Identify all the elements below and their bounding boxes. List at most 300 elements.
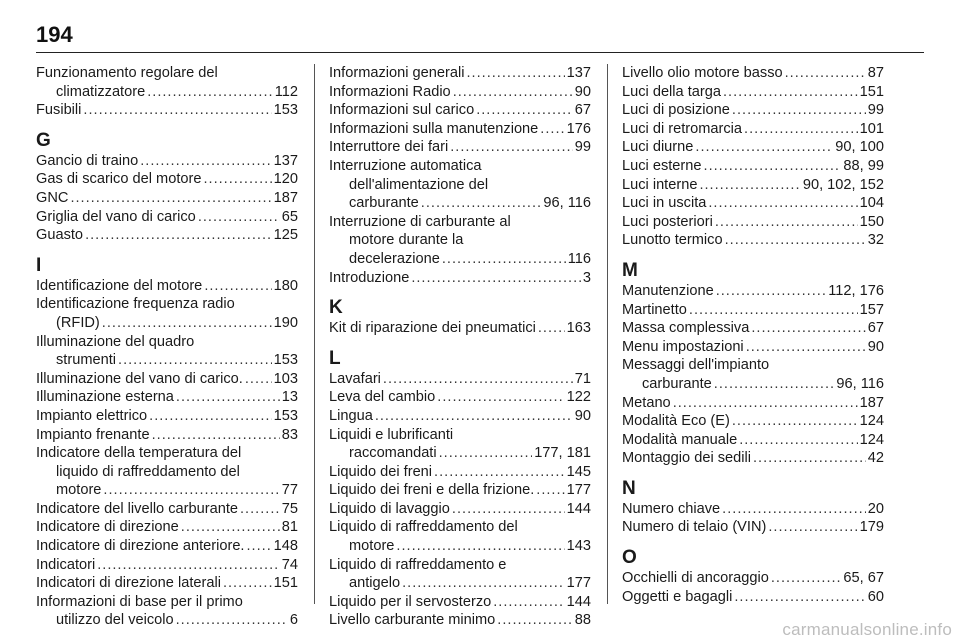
index-entry-line [36, 152, 298, 171]
index-letter-heading: K [329, 297, 343, 319]
index-term: Martinetto [622, 301, 687, 318]
index-term: Luci di retromarcia [622, 120, 743, 137]
page-reference: 112, 176 [828, 282, 884, 299]
index-term: Numero chiave [622, 500, 721, 517]
page-reference: 157 [859, 301, 884, 318]
index-entry [622, 213, 884, 232]
dot-leader [452, 500, 565, 519]
index-entry-line [329, 120, 591, 139]
index-entry-line [36, 226, 298, 245]
index-term: utilizzo del veicolo [56, 612, 174, 629]
index-entry-line [36, 170, 298, 189]
dot-leader [768, 518, 857, 537]
page-reference: 3 [582, 269, 591, 286]
page-reference: 77 [281, 482, 298, 499]
dot-leader [453, 83, 573, 102]
index-entry-line [329, 407, 591, 426]
index-entry [622, 101, 884, 120]
index-term: Impianto frenante [36, 426, 150, 443]
dot-leader [476, 101, 573, 120]
index-term: Indicatore di direzione [36, 519, 179, 536]
page-reference: 20 [867, 500, 884, 517]
index-entry-line [329, 83, 591, 102]
dot-leader [402, 574, 565, 593]
index-term: Indicatore di direzione anteriore. [36, 538, 245, 555]
dot-leader [437, 388, 564, 407]
index-term: Funzionamento regolare del [36, 65, 218, 81]
dot-leader [450, 138, 573, 157]
dot-leader [396, 537, 564, 556]
index-term: Illuminazione esterna [36, 389, 174, 406]
page-reference: 88 [574, 612, 591, 629]
index-entry-line [622, 138, 884, 157]
index-entry-line [622, 64, 884, 83]
page-reference: 60 [867, 588, 884, 605]
page-reference: 75 [281, 500, 298, 517]
dot-leader [223, 574, 272, 593]
index-term: Liquido dei freni [329, 463, 433, 480]
page-reference: 177 [566, 482, 591, 499]
index-entry [622, 83, 884, 102]
page-reference: 145 [566, 463, 591, 480]
index-term: Modalità Eco (E) [622, 413, 730, 430]
index-entry-line [622, 301, 884, 320]
index-term: Livello carburante minimo [329, 612, 496, 629]
dot-leader [198, 208, 280, 227]
page-reference: 65 [281, 208, 298, 225]
index-entry [622, 319, 884, 338]
index-entry-line [329, 518, 591, 537]
index-entry-line [36, 556, 298, 575]
page-reference: 74 [281, 556, 298, 573]
index-entry [329, 269, 591, 288]
dot-leader [708, 194, 857, 213]
index-entry-line [329, 444, 591, 463]
page-reference: 124 [859, 413, 884, 430]
index-entry [36, 208, 298, 227]
index-entry [329, 593, 591, 612]
index-entry [36, 101, 298, 120]
page-reference: 153 [273, 102, 298, 119]
dot-leader [673, 394, 858, 413]
index-entry-line [329, 537, 591, 556]
index-entry [36, 333, 298, 370]
index-entry-line [329, 319, 591, 338]
index-term: Gas di scarico del motore [36, 171, 202, 188]
index-entry-line [622, 500, 884, 519]
header-rule [36, 52, 924, 53]
page-reference: 148 [273, 538, 298, 555]
index-term: Modalità manuale [622, 431, 738, 448]
index-term: Identificazione del motore [36, 277, 203, 294]
index-entry [622, 518, 884, 537]
index-entry-line [329, 574, 591, 593]
index-entry-line [622, 157, 884, 176]
index-entry-line [36, 101, 298, 120]
index-term: Messaggi dell'impianto [622, 357, 770, 374]
index-entry-line [622, 375, 884, 394]
watermark: carmanualsonline.info [782, 620, 952, 639]
index-letter-heading: N [622, 477, 636, 499]
index-entry-line [329, 426, 591, 445]
index-entry [36, 537, 298, 556]
dot-leader [725, 231, 866, 250]
index-entry-line [622, 176, 884, 195]
dot-leader [689, 301, 858, 320]
index-entry [36, 64, 298, 101]
index-entry [329, 157, 591, 213]
index-entry [36, 189, 298, 208]
page-reference: 151 [859, 83, 884, 100]
index-entry [36, 444, 298, 500]
index-term: climatizzatore [56, 83, 146, 100]
index-term: motore [349, 538, 395, 555]
page-reference: 71 [574, 370, 591, 387]
dot-leader [118, 351, 272, 370]
index-entry-line [329, 463, 591, 482]
page-reference: 116 [567, 250, 591, 267]
index-term: Informazioni generali [329, 65, 465, 81]
index-entry [329, 213, 591, 269]
index-entry-line [36, 314, 298, 333]
index-entry [36, 295, 298, 332]
index-entry-line [622, 282, 884, 301]
page-reference: 163 [566, 320, 591, 337]
index-entry-line [36, 83, 298, 102]
index-entry-line [36, 444, 298, 463]
page-reference: 90, 100 [835, 139, 884, 156]
index-term: Fusibili [36, 102, 82, 119]
index-entry [622, 449, 884, 468]
index-entry-line [329, 370, 591, 389]
index-term: Luci posteriori [622, 213, 713, 230]
index-entry-line [36, 189, 298, 208]
index-term: Manutenzione [622, 282, 714, 299]
index-entry [36, 226, 298, 245]
page-reference: 90 [867, 338, 884, 355]
index-term: Impianto elettrico [36, 407, 148, 424]
page-reference: 99 [574, 139, 591, 156]
dot-leader [493, 593, 564, 612]
dot-leader [716, 282, 827, 301]
index-entry [329, 518, 591, 555]
index-term: Informazioni sulla manutenzione [329, 120, 539, 137]
dot-leader [204, 277, 271, 296]
dot-leader [714, 375, 835, 394]
dot-leader [466, 64, 564, 83]
index-term: Interruzione automatica [329, 157, 482, 174]
index-entry-line [622, 120, 884, 139]
page-reference: 99 [867, 102, 884, 119]
dot-leader [103, 481, 279, 500]
index-entry-line [329, 481, 591, 500]
dot-leader [70, 189, 271, 208]
index-letter-heading: O [622, 547, 637, 569]
index-entry-line [36, 407, 298, 426]
index-entry [622, 569, 884, 588]
index-entry-line [329, 231, 591, 250]
index-term: Livello olio motore basso [622, 65, 783, 81]
index-letter-heading: I [36, 254, 42, 276]
page-reference: 177 [566, 575, 591, 592]
index-term: Indicatori [36, 556, 96, 573]
dot-leader [181, 518, 280, 537]
index-entry-line [622, 231, 884, 250]
dot-leader [203, 170, 271, 189]
page-reference: 120 [273, 171, 298, 188]
dot-leader [704, 157, 842, 176]
index-entry [329, 481, 591, 500]
index-column-2 [315, 64, 607, 629]
dot-leader [83, 101, 271, 120]
dot-leader [497, 611, 572, 630]
index-entry [622, 157, 884, 176]
index-term: (RFID) [56, 314, 100, 331]
dot-leader [97, 556, 280, 575]
page-reference: 90 [574, 407, 591, 424]
index-entry [622, 301, 884, 320]
page-reference: 144 [566, 500, 591, 517]
page-reference: 124 [859, 431, 884, 448]
page-reference: 67 [574, 102, 591, 119]
dot-leader [176, 611, 288, 630]
index-entry-line [329, 269, 591, 288]
index-term: Luci diurne [622, 139, 694, 156]
index-entry [36, 500, 298, 519]
index-entry [36, 152, 298, 171]
dot-leader [785, 64, 866, 83]
dot-leader [102, 314, 272, 333]
index-term: Metano [622, 394, 671, 411]
index-term: Massa complessiva [622, 320, 750, 337]
index-term: carburante [642, 375, 712, 392]
index-entry [36, 370, 298, 389]
page-reference: 137 [273, 152, 298, 169]
index-entry [329, 319, 591, 338]
page-reference: 101 [859, 120, 884, 137]
index-letter-heading: G [36, 129, 51, 151]
index-term: Informazioni di base per il primo [36, 593, 243, 610]
index-entry-line [622, 213, 884, 232]
index-entry [622, 120, 884, 139]
index-entry-line [622, 356, 884, 375]
index-term: Informazioni sul carico [329, 102, 475, 119]
dot-leader [375, 407, 573, 426]
index-term: Lavafari [329, 370, 381, 387]
index-entry-line [622, 319, 884, 338]
index-term: dell'alimentazione del [349, 176, 489, 193]
index-term: raccomandati [349, 445, 437, 462]
index-entry [622, 231, 884, 250]
index-term: Oggetti e bagagli [622, 588, 733, 605]
index-term: Gancio di traino [36, 152, 139, 169]
page-reference: 179 [859, 519, 884, 536]
dot-leader [85, 226, 272, 245]
index-entry [329, 426, 591, 463]
page-reference: 88, 99 [843, 157, 884, 174]
page-reference: 96, 116 [543, 195, 591, 212]
page-reference: 176 [566, 120, 591, 137]
index-entry [622, 500, 884, 519]
index-entry-line [36, 611, 298, 630]
index-entry-line [329, 500, 591, 519]
dot-leader [536, 481, 564, 500]
index-entry-line [329, 101, 591, 120]
page-reference: 143 [566, 538, 591, 555]
page-reference: 42 [867, 450, 884, 467]
index-entry-line [622, 431, 884, 450]
index-entry [36, 574, 298, 593]
index-entry [622, 282, 884, 301]
index-term: antigelo [349, 575, 401, 592]
index-term: liquido di raffreddamento del [56, 463, 240, 480]
dot-leader [149, 407, 272, 426]
index-term: Liquido per il servosterzo [329, 593, 492, 610]
dot-leader [723, 83, 858, 102]
index-entry [329, 138, 591, 157]
dot-leader [732, 412, 858, 431]
index-entry-line [36, 295, 298, 314]
index-entry-line [36, 426, 298, 445]
index-term: Kit di riparazione dei pneumatici [329, 320, 536, 337]
index-entry-line [36, 518, 298, 537]
index-entry [329, 556, 591, 593]
page-reference: 137 [566, 65, 591, 81]
page-reference: 144 [566, 593, 591, 610]
index-term: Luci di posizione [622, 102, 730, 119]
index-term: Liquidi e lubrificanti [329, 426, 454, 443]
index-term: decelerazione [349, 250, 440, 267]
index-column-3 [608, 64, 884, 612]
index-term: Menu impostazioni [622, 338, 744, 355]
dot-leader [383, 370, 573, 389]
index-entry-line [329, 593, 591, 612]
page-reference: 125 [273, 227, 298, 244]
index-entry [36, 426, 298, 445]
index-entry-line [622, 569, 884, 588]
index-term: Liquido dei freni e della frizione. [329, 482, 535, 499]
index-entry-line [329, 611, 591, 630]
index-entry-line [36, 463, 298, 482]
dot-leader [140, 152, 271, 171]
dot-leader [147, 83, 273, 102]
index-entry-line [329, 64, 591, 83]
dot-leader [751, 319, 865, 338]
index-term: Informazioni Radio [329, 83, 451, 100]
dot-leader [744, 120, 858, 139]
page-reference: 122 [566, 389, 591, 406]
index-term: Occhielli di ancoraggio [622, 570, 769, 587]
index-entry [36, 556, 298, 575]
index-entry [622, 588, 884, 607]
index-term: Guasto [36, 227, 84, 244]
dot-leader [176, 388, 280, 407]
page-reference: 83 [281, 426, 298, 443]
dot-leader [771, 569, 842, 588]
index-entry-line [329, 388, 591, 407]
index-entry [329, 120, 591, 139]
index-entry [329, 611, 591, 630]
page-reference: 112 [274, 83, 298, 100]
page-reference: 81 [281, 519, 298, 536]
index-term: Indicatori di direzione laterali [36, 575, 221, 592]
index-term: Luci esterne [622, 157, 702, 174]
page-reference: 177, 181 [534, 445, 591, 462]
index-entry-line [36, 593, 298, 612]
dot-leader [442, 250, 566, 269]
index-entry-line [622, 518, 884, 537]
index-entry-line [622, 412, 884, 431]
index-entry-line [622, 449, 884, 468]
dot-leader [152, 426, 280, 445]
index-entry-line [36, 388, 298, 407]
index-entry [622, 356, 884, 393]
index-entry [36, 170, 298, 189]
page-reference: 90 [574, 83, 591, 100]
index-entry-line [36, 277, 298, 296]
index-entry-line [329, 176, 591, 195]
index-term: Lingua [329, 407, 373, 424]
index-term: Interruzione di carburante al [329, 213, 511, 230]
dot-leader [245, 370, 272, 389]
index-entry [622, 338, 884, 357]
index-entry-line [329, 194, 591, 213]
page-reference: 90, 102, 152 [802, 176, 884, 193]
index-entry [329, 388, 591, 407]
index-entry-line [36, 208, 298, 227]
index-term: Luci in uscita [622, 195, 707, 212]
dot-leader [732, 101, 866, 120]
index-column-1 [36, 64, 314, 629]
dot-leader [421, 194, 542, 213]
index-term: Montaggio dei sedili [622, 450, 751, 467]
index-entry-line [329, 138, 591, 157]
page-reference: 150 [859, 213, 884, 230]
index-term: Liquido di lavaggio [329, 500, 450, 517]
index-letter-heading: L [329, 347, 341, 369]
index-entry [36, 407, 298, 426]
index-entry-line [36, 64, 298, 83]
dot-leader [715, 213, 858, 232]
page-reference: 104 [859, 195, 884, 212]
page-reference: 180 [273, 277, 298, 294]
index-entry [329, 64, 591, 83]
index-term: Illuminazione del quadro [36, 333, 195, 350]
index-entry [622, 138, 884, 157]
index-term: Interruttore dei fari [329, 139, 449, 156]
index-entry-line [36, 370, 298, 389]
dot-leader [434, 463, 565, 482]
page-reference: 190 [273, 314, 298, 331]
index-term: Introduzione [329, 269, 410, 286]
page-reference: 153 [273, 407, 298, 424]
index-entry-line [329, 250, 591, 269]
page-reference: 6 [289, 612, 298, 629]
index-term: Leva del cambio [329, 389, 436, 406]
index-entry [329, 463, 591, 482]
page-reference: 103 [273, 370, 298, 387]
dot-leader [734, 588, 865, 607]
index-term: Illuminazione del vano di carico. [36, 370, 243, 387]
index-term: Griglia del vano di carico [36, 208, 196, 225]
index-entry [36, 277, 298, 296]
index-term: GNC [36, 189, 69, 206]
index-entry [622, 394, 884, 413]
dot-leader [739, 431, 857, 450]
index-entry-line [622, 588, 884, 607]
index-term: Luci interne [622, 176, 698, 193]
index-entry-line [36, 500, 298, 519]
